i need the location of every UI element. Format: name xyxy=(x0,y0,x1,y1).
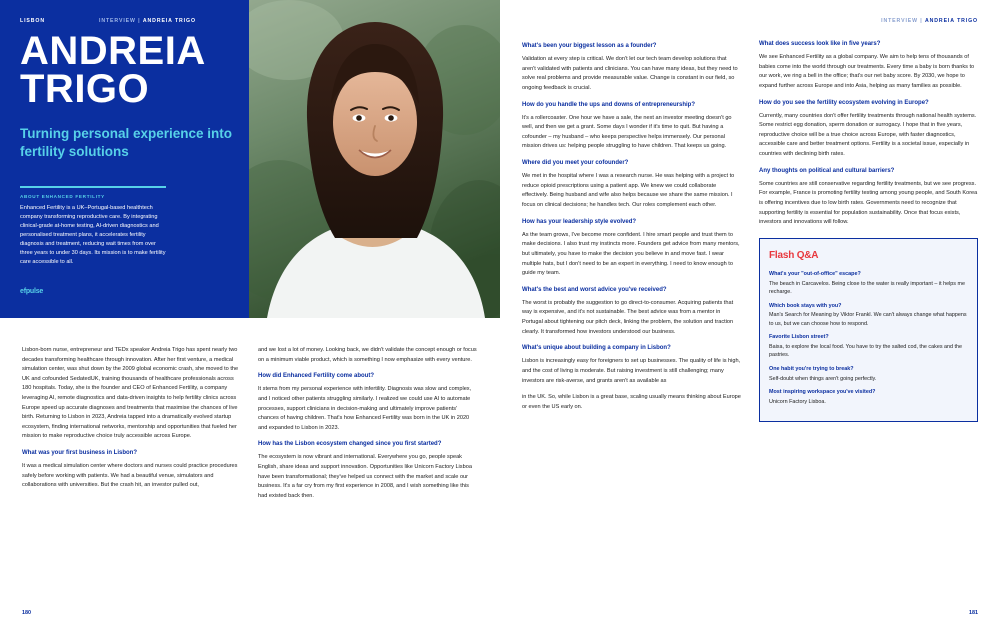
page-subtitle: Turning personal experience into fertility solutions xyxy=(20,126,233,159)
section-heading: How do you handle the ups and downs of entrepreneurship? xyxy=(522,101,696,108)
body-paragraph: in the UK. So, while Lisbon is a great base, scaling usually means thinking about Europe or even the US early on. xyxy=(522,394,741,410)
body-paragraph: We met in the hospital where I was a research nurse. He was helping with a project to reduce opioid prescriptions using a patient app. We knew we could collaborate effectively. Being husband and wife also helps because we share the same mission. I focus on clinical decisions; he handles tech. Our roles complement each other. xyxy=(522,173,735,208)
body-paragraph: Lisbon is increasingly easy for foreigners to set up businesses. The quality of life is high, and the cost of living is moderate. But raising investment is still challenging; many investors are risk-averse, and grants aren't as available as xyxy=(522,358,741,384)
folio-right: 181 xyxy=(969,610,978,616)
section-heading: Any thoughts on political and cultural barriers? xyxy=(759,167,895,174)
flash-qa-answer: The beach in Carcavelos. Being close to the water is really important – it helps me recharge. xyxy=(769,280,965,296)
section-heading: What does success look like in five years? xyxy=(759,41,881,47)
flash-qa-answer: Unicorn Factory Lisboa. xyxy=(769,398,826,405)
runhead-subject: ANDREIA TRIGO xyxy=(142,18,196,24)
runhead-right xyxy=(881,18,978,24)
body-paragraph: Some countries are still conservative regarding fertility treatments, but we see progress. For example, France is promoting fertility testing among young people, and South Korea is offering incentives due to low birth rates. Governments need to recognize that supporting fertility is essential for population sustainability. Once that focus exists, investors and innovations will follow. xyxy=(759,180,978,226)
about-box-label: ABOUT ENHANCED FERTILITY xyxy=(20,194,105,199)
flash-qa-box xyxy=(759,238,978,422)
flash-qa-question: Favorite Lisbon street? xyxy=(769,334,829,341)
about-box-body: Enhanced Fertility is a UK–Portugal-based healthtech company transforming reproductive care. By integrating clinical-grade at-home testing, AI-driven diagnostics and personalised treatment plans, it accelerates fertility diagnosis and treatment, reducing wait times from over three years to under 30 days. Its mission is to make fertility care accessible to all. xyxy=(20,205,166,266)
flash-qa-item xyxy=(769,334,968,360)
folio-left: 180 xyxy=(22,610,31,616)
about-box xyxy=(20,186,166,267)
runhead-right-subject: ANDREIA TRIGO xyxy=(924,18,978,24)
body-paragraph: Validation at every step is critical. We don't let our tech team develop solutions that aren't validated with patients and clinicians. You can have many ideas, but they need to solve real problems and provide measurable value. Change is constant in our field, so ongoing feedback is crucial. xyxy=(522,56,738,91)
portrait-illustration xyxy=(249,0,500,318)
flash-qa-answer: Baixa, to explore the local food. You have to try the salted cod, the cakes and the pastries. xyxy=(769,343,962,359)
section-heading: How has the Lisbon ecosystem changed since you first started? xyxy=(258,441,442,448)
brand-logo: efpulse xyxy=(20,288,44,295)
runhead-left-section xyxy=(99,18,196,24)
title-line-2: TRIGO xyxy=(20,67,150,111)
photo-caption-name: Andreia Trigo, xyxy=(257,602,294,609)
flash-qa-question: One habit you're trying to break? xyxy=(769,365,854,372)
runhead-prefix: INTERVIEW | xyxy=(99,18,143,24)
section-heading: What was your first business in Lisbon? xyxy=(22,450,138,457)
body-paragraph: Currently, many countries don't offer fertility treatments through national health systems. Some restrict egg donation, sperm donation or surrogacy. I hope that in five years, reproductive choice will be a true choice across Europe, with faster diagnostics, accessible care and better treatment options. Fertility is a societal issue, especially in countries with declining birth rates. xyxy=(759,112,977,158)
body-paragraph: and we lost a lot of money. Looking back, we didn't validate the concept enough or focus on a minimum viable product, which is something I now emphasize with every venture. xyxy=(258,347,477,363)
body-paragraph: The worst is probably the suggestion to go direct-to-consumer. Acquiring patients that way is expensive, and it's not sustainable. The best advice was from a mentor in Portugal about tightening our pitch deck, linking the problem, the solution and traction clearly. It transformed how investors understood our business. xyxy=(522,299,734,335)
flash-qa-question: Which book stays with you? xyxy=(769,302,842,309)
flash-qa-item xyxy=(769,271,968,297)
flash-qa-item xyxy=(769,389,968,406)
body-paragraph: The ecosystem is now vibrant and international. Everywhere you go, people speak English, share ideas and support innovation. Opportunities like Unicorn Factory Lisboa have been transformational; they've helped us connect with the market and scale our business. It's a far cry from my first experience in 2008, and I wish something like this had existed back then. xyxy=(258,454,472,499)
section-heading: What's been your biggest lesson as a founder? xyxy=(522,43,657,49)
flash-qa-answer: Man's Search for Meaning by Viktor Frankl. We can't always change what happens to us, but we can choose how to respond. xyxy=(769,312,967,327)
photo-caption-role: founder and CEO at Enhanced Fertility xyxy=(293,602,388,609)
body-paragraph: We see Enhanced Fertility as a global company. We aim to help tens of thousands of babies come into the world through our treatments. Every time a baby is born thanks to our work, we ring a bell in the office; that's our net baby score. By 2030, we hope to expand further across Europe and into Asia, helping as many families as possible. xyxy=(759,54,975,89)
left-body-columns xyxy=(22,346,478,503)
body-paragraph: As the team grows, I've become more confident. I hire smart people and trust them to make decisions. I also trust my instincts more. Founders get advice from many mentors, but ultimately, you have to make the decision you believe in and move fast. I wear multiple hats, but I don't need to be an expert in everything. I need to know enough to guide my team. xyxy=(522,231,740,277)
flash-qa-item xyxy=(769,366,968,383)
page-title xyxy=(20,29,260,111)
right-page xyxy=(500,0,1000,632)
section-heading: Where did you meet your cofounder? xyxy=(522,160,629,167)
section-heading: What's the best and worst advice you've received? xyxy=(522,286,667,293)
right-body-columns xyxy=(522,40,978,600)
flash-qa-answer: Self-doubt when things aren't going perfectly. xyxy=(769,375,877,382)
body-paragraph: It was a medical simulation center where doctors and nurses could practice procedures safely before working with patients. We had a beautiful venue, simulators and collaborations with universities. But the crash hit, an investor pulled out, xyxy=(22,463,238,489)
body-paragraph: It stems from my personal experience with infertility. Diagnosis was slow and complex, and I noticed other patients struggling similarly. I realized we could use AI to automate processes, support clinicians in decision-making and ultimately improve patients' chances of having children. That's how Enhanced Fertility was born in the UK in 2020 and expanded to Lisbon in 2023. xyxy=(258,386,472,431)
section-heading: How did Enhanced Fertility come about? xyxy=(258,373,375,380)
flash-qa-question: Most inspiring workspace you've visited? xyxy=(769,388,876,395)
body-paragraph: It's a rollercoaster. One hour we have a sale, the next an investor meeting doesn't go well, and then we get a grant. Some days I wonder if it's time to quit. But having a cofounder – my husband – who keeps perspective helps immensely. Our personal mission drives us: helping people struggling to have children. That keeps us going. xyxy=(522,114,732,150)
runhead-left: LISBON xyxy=(20,18,45,24)
body-paragraph: Lisbon-born nurse, entrepreneur and TEDx speaker Andreia Trigo has spent nearly two decades transforming healthcare through innovation. After her first venture, a medical simulation center, was shut down by the 2009 global economic crash, she moved to the UK and cofounded SedatedUK, training thousands of healthcare professionals across 180 hospitals. Today, she is the founder and CEO of Enhanced Fertility, a company leveraging AI, remote diagnostics and data-driven insights to help fertility clinics across Europe speed up accurate diagnoses and treatments that maximise the chances of live birth. Returning to Lisbon in 2023, Andreia tapped into a dramatically evolved startup ecosystem, finding international networks, mentorship and opportunities that fueled her mission to make reproductive choice truly accessible across Europe. xyxy=(22,347,239,440)
title-line-1: ANDREIA xyxy=(20,29,206,73)
flash-qa-question: What's your "out-of-office" escape? xyxy=(769,271,861,277)
flash-qa-title: Flash Q&A xyxy=(769,249,819,261)
left-body xyxy=(0,318,500,632)
portrait-photo xyxy=(249,0,500,318)
section-heading: What's unique about building a company in Lisbon? xyxy=(522,345,671,352)
flash-qa-item xyxy=(769,303,968,329)
section-heading: How do you see the fertility ecosystem evolving in Europe? xyxy=(759,99,929,106)
runhead-right-prefix: INTERVIEW | xyxy=(881,18,925,24)
section-heading: How has your leadership style evolved? xyxy=(522,218,637,225)
